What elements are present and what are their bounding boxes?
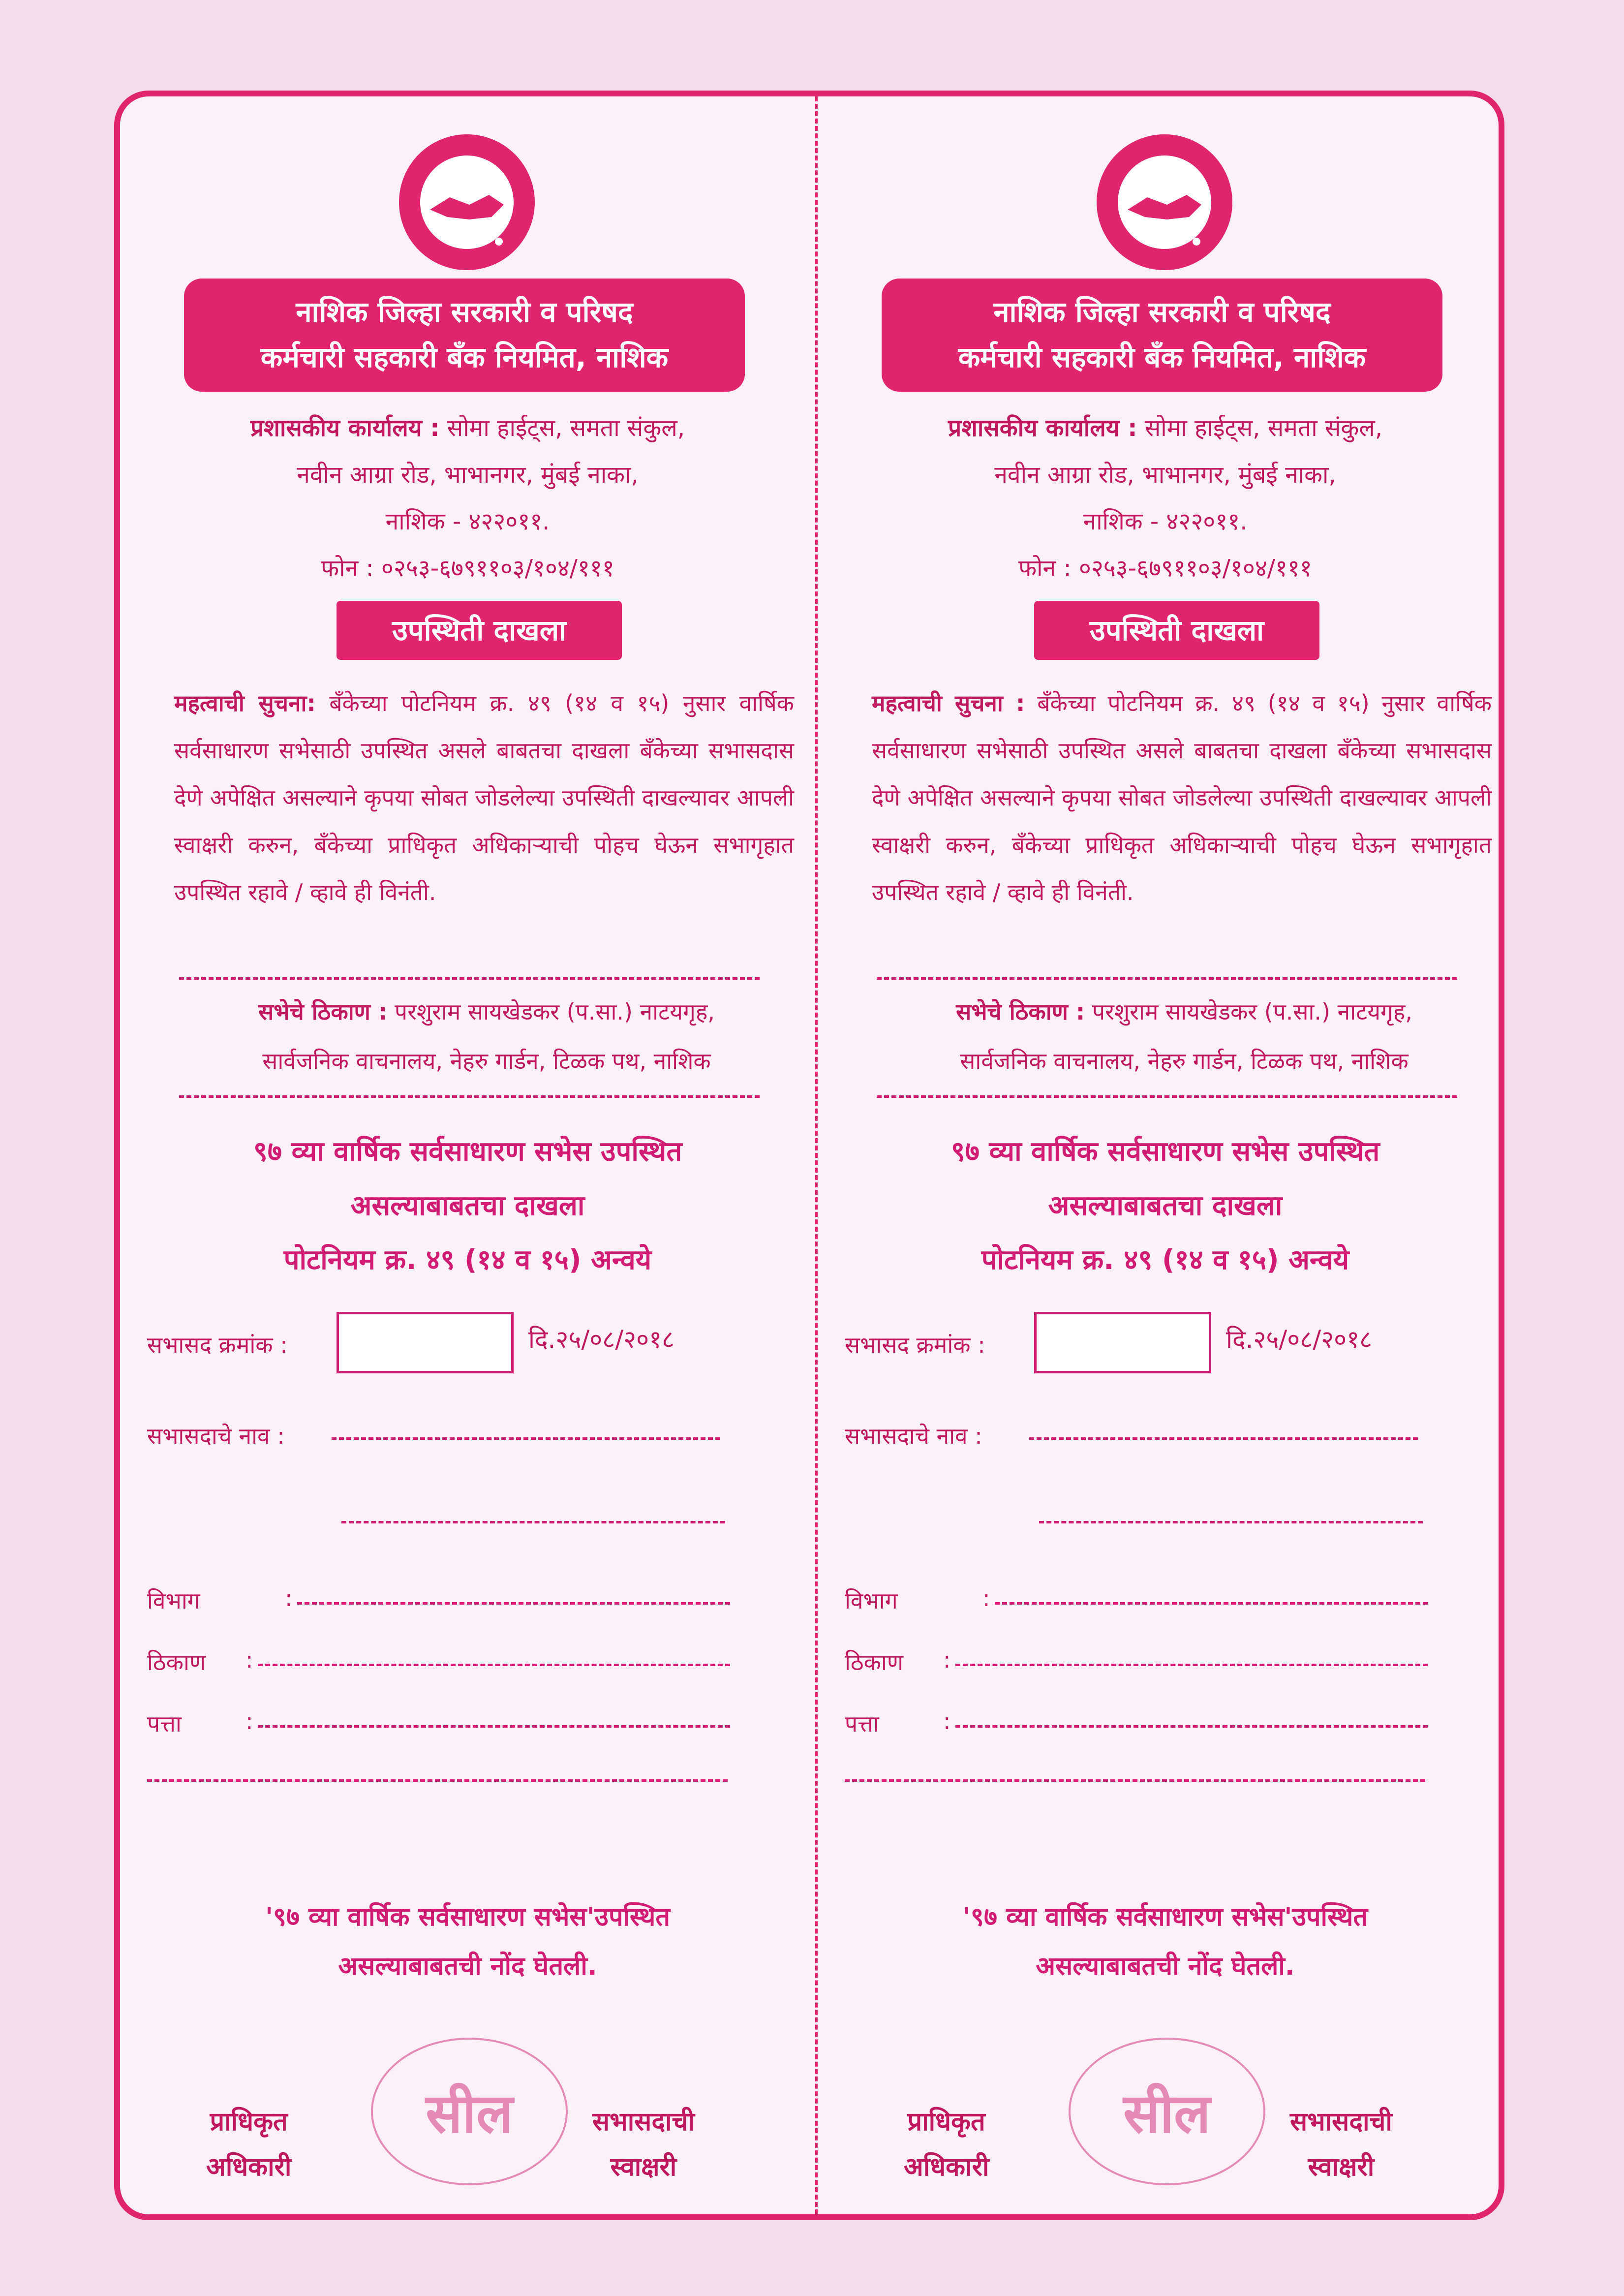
place-field[interactable] [258,1664,730,1666]
bank-name-line2: कर्मचारी सहकारी बँक नियमित, नाशिक [260,341,669,374]
address-field-label: पत्ता [845,1710,879,1737]
acknowledgement-note: '९७ व्या वार्षिक सर्वसाधारण सभेस'उपस्थित असल्याबाबतची नोंद घेतली. [963,1902,1368,1981]
address-line3: नाशिक - ४२२०११. [1083,508,1248,535]
address-field[interactable] [258,1725,730,1728]
address-field[interactable] [955,1725,1428,1728]
attendance-title: उपस्थिती दाखला [337,601,622,660]
address-label: प्रशासकीय कार्यालय : [250,414,440,442]
department-field[interactable] [995,1602,1428,1605]
address-line1: प्रशासकीय कार्यालय : सोमा हाईट्स, समता संकुल, [250,414,685,442]
venue-text: सभेचे ठिकाण : परशुराम सायखेडकर (प.सा.) नाटयगृह, सार्वजनिक वाचनालय, नेहरु गार्डन, टिळक पथ, नाशिक [258,998,715,1074]
notice-text: महत्वाची सुचना: बँकेच्या पोटनियम क्र. ४९ (१४ व १५) नुसार वार्षिक सर्वसाधारण सभेसाठी उपस्थित असले बाबतचा दाखला बँकेच्या सभासदास देणे अपेक्षित असल्याने कृपया सोबत जोडलेल्या उपस्थिती दाखल्यावर आपली स्वाक्षरी करुन, बँकेच्या प्राधिकृत अधिकाऱ्याची पोहच घेऊन सभागृहात उपस्थित रहावे / व्हावे ही विनंती. [174,690,794,905]
certificate-line3: पोटनियम क्र. ४९ (१४ व १५) अन्वये [981,1244,1349,1276]
notice-label: महत्वाची सुचना : [872,690,1025,716]
address-field-2[interactable] [845,1779,1425,1782]
member-no-label: सभासद क्रमांक : [845,1332,985,1358]
member-no-label: सभासद क्रमांक : [147,1332,288,1358]
colon: : [943,1708,951,1735]
certificate-line1: ९७ व्या वार्षिक सर्वसाधारण सभेस उपस्थित [253,1136,682,1168]
divider-dash [877,977,1457,980]
member-signature-label: सभासदाची स्वाक्षरी [1290,2107,1392,2182]
member-name-field[interactable] [1029,1437,1418,1440]
address-line1: प्रशासकीय कार्यालय : सोमा हाईट्स, समता संकुल, [948,414,1383,442]
member-name-field[interactable] [332,1437,720,1440]
bank-name-banner [184,279,745,392]
colon: : [982,1585,990,1612]
divider-dash [179,977,760,980]
address-line3: नाशिक - ४२२०११. [385,508,550,535]
department-label: विभाग [845,1587,898,1614]
officer-signature-label: प्राधिकृत अधिकारी [904,2107,989,2182]
address-line2: नवीन आग्रा रोड, भाभानगर, मुंबई नाका, [994,461,1336,489]
certificate-line2: असल्याबाबतचा दाखला [350,1190,585,1222]
place-label: ठिकाण [147,1649,206,1675]
bank-name-line1: नाशिक जिल्हा सरकारी व परिषद [296,295,633,329]
member-no-field[interactable] [337,1312,514,1373]
venue-label: सभेचे ठिकाण : [258,998,388,1025]
certificate-line3: पोटनियम क्र. ४९ (१४ व १५) अन्वये [283,1244,652,1276]
department-field[interactable] [297,1602,730,1605]
notice-label: महत्वाची सुचना: [174,690,316,716]
place-label: ठिकाण [845,1649,904,1675]
seal-stamp: सील [371,2038,568,2185]
venue-label: सभेचे ठिकाण : [956,998,1085,1025]
address-field-2[interactable] [147,1779,728,1782]
divider-dash [179,1095,760,1098]
address-field-label: पत्ता [147,1710,182,1737]
meeting-date: दि.२५/०८/२०१८ [1226,1325,1373,1354]
member-signature-label: सभासदाची स्वाक्षरी [592,2107,695,2182]
divider-dash [877,1095,1457,1098]
member-name-field-2[interactable] [1039,1521,1423,1523]
notice-text: महत्वाची सुचना : बँकेच्या पोटनियम क्र. ४९ (१४ व १५) नुसार वार्षिक सर्वसाधारण सभेसाठी उपस्थित असले बाबतचा दाखला बँकेच्या सभासदास देणे अपेक्षित असल्याने कृपया सोबत जोडलेल्या उपस्थिती दाखल्यावर आपली स्वाक्षरी करुन, बँकेच्या प्राधिकृत अधिकाऱ्याची पोहच घेऊन सभागृहात उपस्थित रहावे / व्हावे ही विनंती. [872,690,1492,905]
certificate-line1: ९७ व्या वार्षिक सर्वसाधारण सभेस उपस्थित [950,1136,1380,1168]
place-field[interactable] [955,1664,1428,1666]
colon: : [943,1646,951,1673]
meeting-date: दि.२५/०८/२०१८ [528,1325,675,1354]
attendance-title: उपस्थिती दाखला [1034,601,1319,660]
certificate-line2: असल्याबाबतचा दाखला [1048,1190,1283,1222]
bank-logo-icon [1093,131,1236,274]
bank-name-banner [882,279,1442,392]
address-label: प्रशासकीय कार्यालय : [948,414,1137,442]
officer-signature-label: प्राधिकृत अधिकारी [206,2107,292,2182]
bank-name-line2: कर्मचारी सहकारी बँक नियमित, नाशिक [958,341,1366,374]
colon: : [245,1708,253,1735]
attendance-slip-sheet [114,91,1504,2220]
seal-stamp: सील [1069,2038,1265,2185]
department-label: विभाग [147,1587,200,1614]
phone-line: फोन : ०२५३-६७९११०३/१०४/१११ [1018,555,1312,582]
address-line2: नवीन आग्रा रोड, भाभानगर, मुंबई नाका, [297,461,639,489]
venue-text: सभेचे ठिकाण : परशुराम सायखेडकर (प.सा.) नाटयगृह, सार्वजनिक वाचनालय, नेहरु गार्डन, टिळक पथ, नाशिक [956,998,1412,1074]
bank-logo-icon [396,131,538,274]
phone-line: फोन : ०२५३-६७९११०३/१०४/१११ [321,555,614,582]
member-name-label: सभासदाचे नाव : [147,1423,285,1449]
colon: : [245,1646,253,1673]
bank-name-line1: नाशिक जिल्हा सरकारी व परिषद [993,295,1331,329]
member-name-label: सभासदाचे नाव : [845,1423,982,1449]
member-name-field-2[interactable] [341,1521,725,1523]
acknowledgement-note: '९७ व्या वार्षिक सर्वसाधारण सभेस'उपस्थित असल्याबाबतची नोंद घेतली. [265,1902,670,1981]
slip-panel-right [818,96,1513,2214]
member-no-field[interactable] [1034,1312,1211,1373]
colon: : [285,1585,293,1612]
slip-panel-left [120,96,815,2214]
